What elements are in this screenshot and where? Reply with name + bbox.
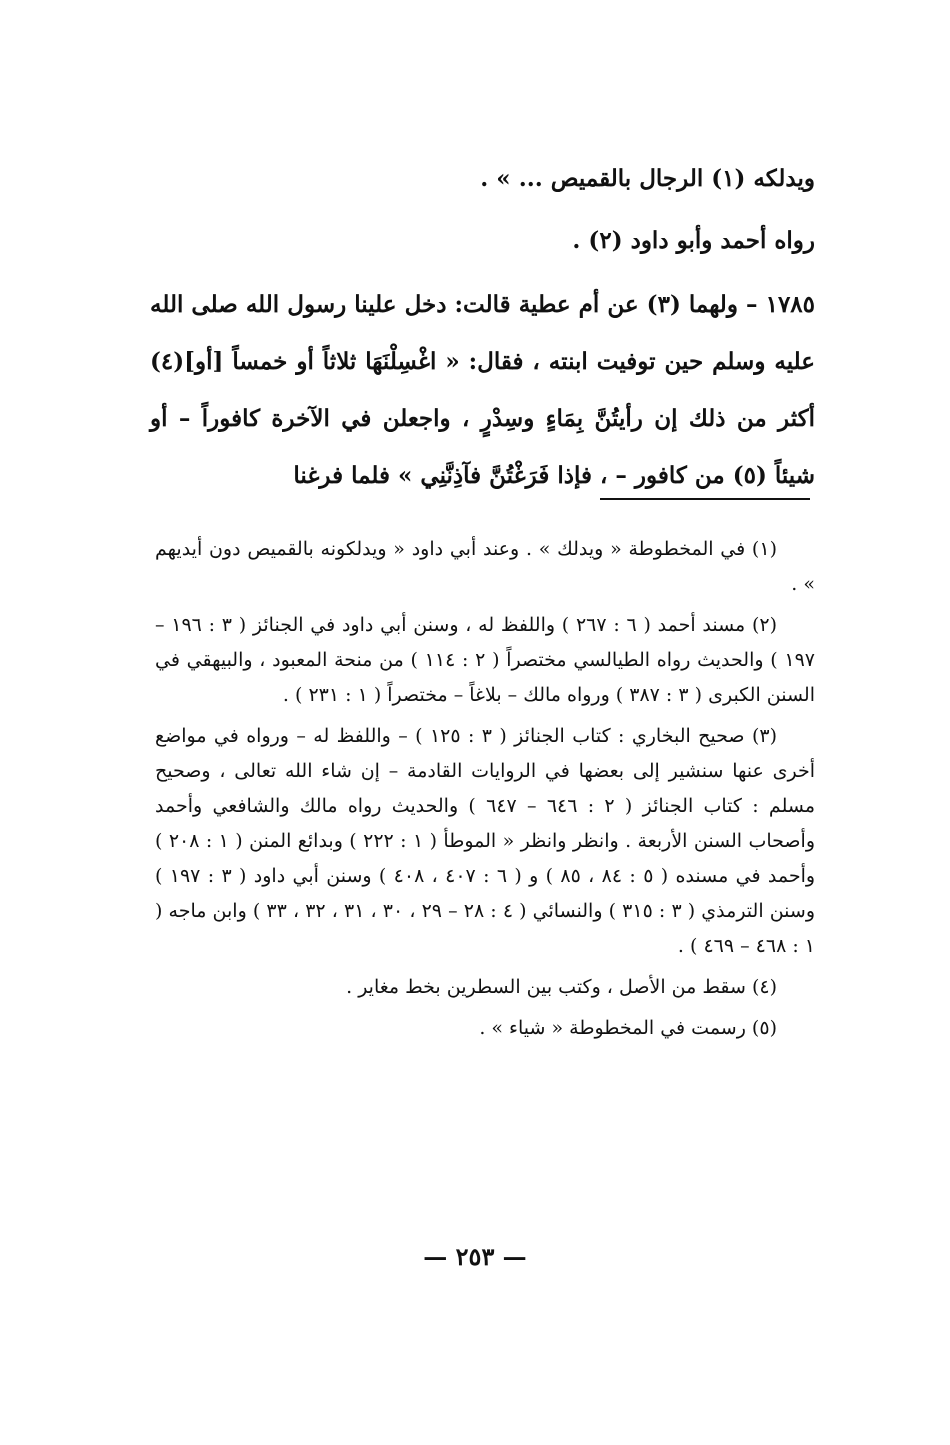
continuation-line: ويدلكه (١) الرجال بالقميص ... » . xyxy=(480,165,815,192)
footnote-separator xyxy=(600,498,810,500)
source-line: رواه أحمد وأبو داود (٢) . xyxy=(572,227,815,254)
footnotes xyxy=(155,532,815,1052)
page-number: — ٢٥٣ — xyxy=(423,1242,527,1271)
main-text-line-1 xyxy=(150,150,815,207)
footnote-4: (٤) سقط من الأصل ، وكتب بين السطرين بخط مغاير . xyxy=(346,976,777,998)
footnote-5: (٥) رسمت في المخطوطة « شياء » . xyxy=(479,1017,777,1039)
hadith-paragraph: ١٧٨٥ – ولهما (٣) عن أم عطية قالت: دخل علينا رسول الله صلى الله عليه وسلم حين توفيت ابنته ، فقال: « اغْسِلْنَهَا ثلاثاً أو خمساً [أو](٤) أكثر من ذلك إن رأيتُنَّ بِمَاءٍ وسِدْرٍ ، واجعلن في الآخرة كافوراً – أو شيئاً (٥) من كافور – ، فإذا فَرَغْتُنَّ فآذِنَّنِي » فلما فرغنا xyxy=(150,291,816,489)
hadith-block xyxy=(150,276,815,504)
footnote-2: (٢) مسند أحمد ( ٦ : ٢٦٧ ) واللفظ له ، وسنن أبي داود في الجنائز ( ٣ : ١٩٦ – ١٩٧ ) والحديث رواه الطيالسي مختصراً ( ٢ : ١١٤ ) من منحة المعبود ، والبيهقي في السنن الكبرى ( ٣ : ٣٨٧ ) ورواه مالك – بلاغاً – مختصراً ( ١ : ٢٣١ ) . xyxy=(155,614,816,706)
main-text-line-2 xyxy=(150,212,815,269)
footnote-1: (١) في المخطوطة « ويدلك » . وعند أبي داود « ويدلكونه بالقميص دون أيديهم » . xyxy=(155,538,815,595)
footnote-3: (٣) صحيح البخاري : كتاب الجنائز ( ٣ : ١٢٥ ) – واللفظ له – ورواه في مواضع أخرى عنها سنشير إلى بعضها في الروايات القادمة – إن شاء الله تعالى ، وصحيح مسلم : كتاب الجنائز ( ٢ : ٦٤٦ – ٦٤٧ ) والحديث رواه مالك والشافعي وأحمد وأصحاب السنن الأربعة . وانظر وانظر « الموطأ ( ١ : ٢٢٢ ) وبدائع المنن ( ١ : ٢٠٨ ) وأحمد في مسنده ( ٥ : ٨٤ ، ٨٥ ) و ( ٦ : ٤٠٧ ، ٤٠٨ ) وسنن أبي داود ( ٣ : ١٩٧ ) وسنن الترمذي ( ٣ : ٣١٥ ) والنسائي ( ٤ : ٢٨ – ٢٩ ، ٣٠ ، ٣١ ، ٣٢ ، ٣٣ ) وابن ماجه ( ١ : ٤٦٨ – ٤٦٩ ) . xyxy=(155,725,816,957)
